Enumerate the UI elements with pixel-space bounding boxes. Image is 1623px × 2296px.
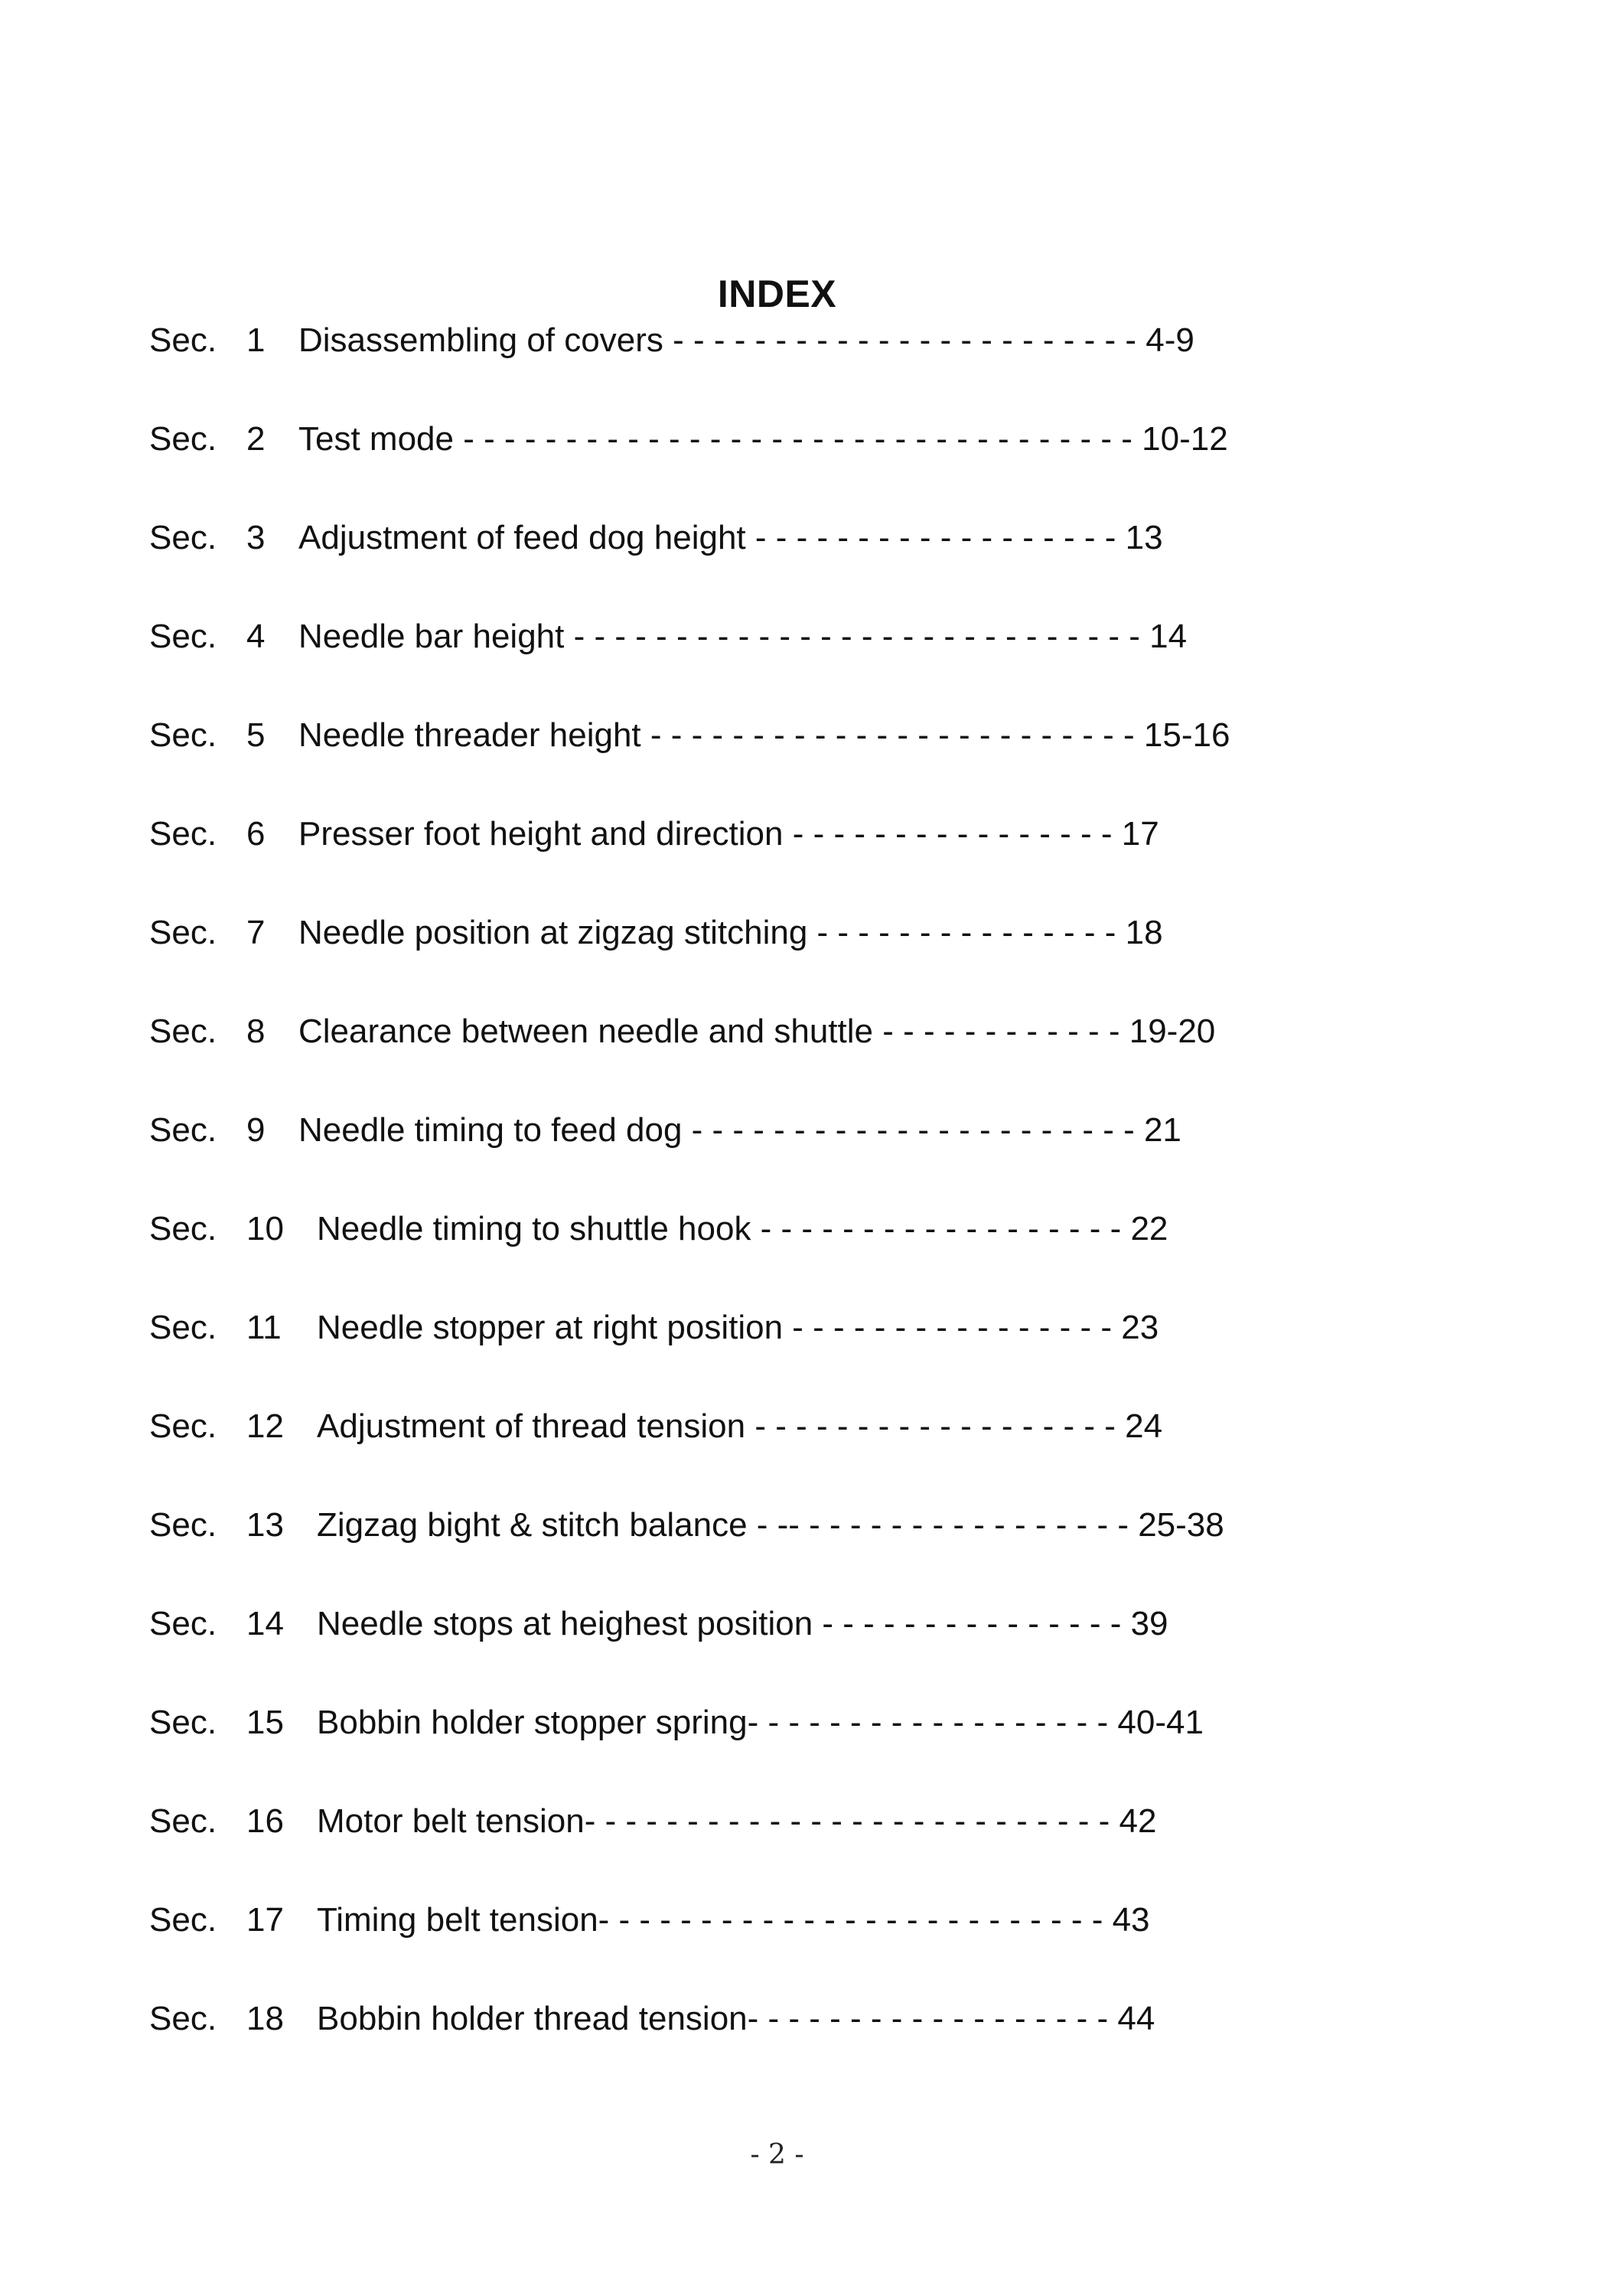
section-prefix: Sec. (149, 1704, 217, 1741)
section-prefix: Sec. (149, 1605, 217, 1642)
index-entry (0, 515, 1301, 561)
section-prefix: Sec. (149, 519, 217, 556)
section-number: 15 (246, 1704, 284, 1741)
section-number: 9 (246, 1111, 266, 1149)
section-number: 11 (246, 1309, 282, 1346)
section-title: Needle position at zigzag stitching - - - - - - - - - - - - - - - 18 (298, 914, 1163, 951)
index-entry (0, 1996, 1301, 2042)
index-entry (0, 416, 1301, 462)
index-entry (0, 1107, 1301, 1153)
index-entry (0, 318, 1301, 364)
section-number: 7 (246, 914, 266, 951)
section-number: 18 (246, 2000, 284, 2037)
section-title: Adjustment of feed dog height - - - - - - - - - - - - - - - - - - 13 (298, 519, 1163, 556)
section-title: Timing belt tension- - - - - - - - - - - - - - - - - - - - - - - - - 43 (317, 1901, 1150, 1939)
index-entry (0, 1009, 1301, 1055)
section-title: Bobbin holder stopper spring- - - - - - - - - - - - - - - - - - 40-41 (317, 1704, 1204, 1741)
section-prefix: Sec. (149, 618, 217, 655)
index-entry (0, 910, 1301, 956)
index-entry (0, 1305, 1301, 1351)
index-entry (0, 1601, 1301, 1647)
page-number: - 2 - (750, 2139, 804, 2170)
section-number: 14 (246, 1605, 284, 1642)
section-title: Disassembling of covers - - - - - - - - - - - - - - - - - - - - - - - 4-9 (298, 321, 1194, 359)
section-number: 16 (246, 1802, 284, 1840)
section-number: 1 (246, 321, 266, 359)
section-title: Test mode - - - - - - - - - - - - - - - - - - - - - - - - - - - - - - - - - 10-12 (298, 420, 1228, 458)
section-prefix: Sec. (149, 1013, 217, 1050)
section-prefix: Sec. (149, 1210, 217, 1247)
section-number: 5 (246, 716, 266, 754)
index-entry (0, 1700, 1301, 1746)
index-entry (0, 614, 1301, 660)
section-title: Bobbin holder thread tension- - - - - - - - - - - - - - - - - - 44 (317, 2000, 1155, 2037)
section-title: Needle bar height - - - - - - - - - - - - - - - - - - - - - - - - - - - - 14 (298, 618, 1188, 655)
section-title: Needle stops at heighest position - - - - - - - - - - - - - - - 39 (317, 1605, 1168, 1642)
section-title: Clearance between needle and shuttle - - - - - - - - - - - - 19-20 (298, 1013, 1216, 1050)
section-prefix: Sec. (149, 1111, 217, 1149)
index-entry (0, 713, 1301, 758)
index-entry (0, 1502, 1301, 1548)
section-title: Needle stopper at right position - - - - - - - - - - - - - - - - 23 (317, 1309, 1159, 1346)
section-prefix: Sec. (149, 321, 217, 359)
section-title: Needle threader height - - - - - - - - - - - - - - - - - - - - - - - - 15-16 (298, 716, 1230, 754)
section-title: Zigzag bight & stitch balance - -- - - - - - - - - - - - - - - - - 25-38 (317, 1506, 1224, 1544)
section-prefix: Sec. (149, 815, 217, 853)
section-number: 10 (246, 1210, 284, 1247)
section-title: Needle timing to feed dog - - - - - - - - - - - - - - - - - - - - - - 21 (298, 1111, 1181, 1149)
section-number: 8 (246, 1013, 266, 1050)
section-title: Adjustment of thread tension - - - - - - - - - - - - - - - - - - 24 (317, 1407, 1163, 1445)
section-prefix: Sec. (149, 1506, 217, 1544)
section-title: Presser foot height and direction - - - - - - - - - - - - - - - - 17 (298, 815, 1159, 853)
section-prefix: Sec. (149, 420, 217, 458)
index-title: INDEX (717, 272, 837, 315)
section-number: 2 (246, 420, 266, 458)
index-entry (0, 811, 1301, 857)
section-number: 13 (246, 1506, 284, 1544)
index-entry (0, 1799, 1301, 1844)
section-prefix: Sec. (149, 1309, 217, 1346)
section-number: 17 (246, 1901, 284, 1939)
section-prefix: Sec. (149, 1407, 217, 1445)
section-number: 4 (246, 618, 266, 655)
index-entry (0, 1206, 1301, 1252)
section-prefix: Sec. (149, 1901, 217, 1939)
section-number: 6 (246, 815, 266, 853)
index-entry (0, 1897, 1301, 1943)
section-prefix: Sec. (149, 914, 217, 951)
section-prefix: Sec. (149, 1802, 217, 1840)
section-prefix: Sec. (149, 716, 217, 754)
section-title: Needle timing to shuttle hook - - - - - - - - - - - - - - - - - - 22 (317, 1210, 1168, 1247)
section-prefix: Sec. (149, 2000, 217, 2037)
index-entry (0, 1404, 1301, 1450)
section-title: Motor belt tension- - - - - - - - - - - - - - - - - - - - - - - - - - 42 (317, 1802, 1157, 1840)
section-number: 3 (246, 519, 266, 556)
section-number: 12 (246, 1407, 284, 1445)
